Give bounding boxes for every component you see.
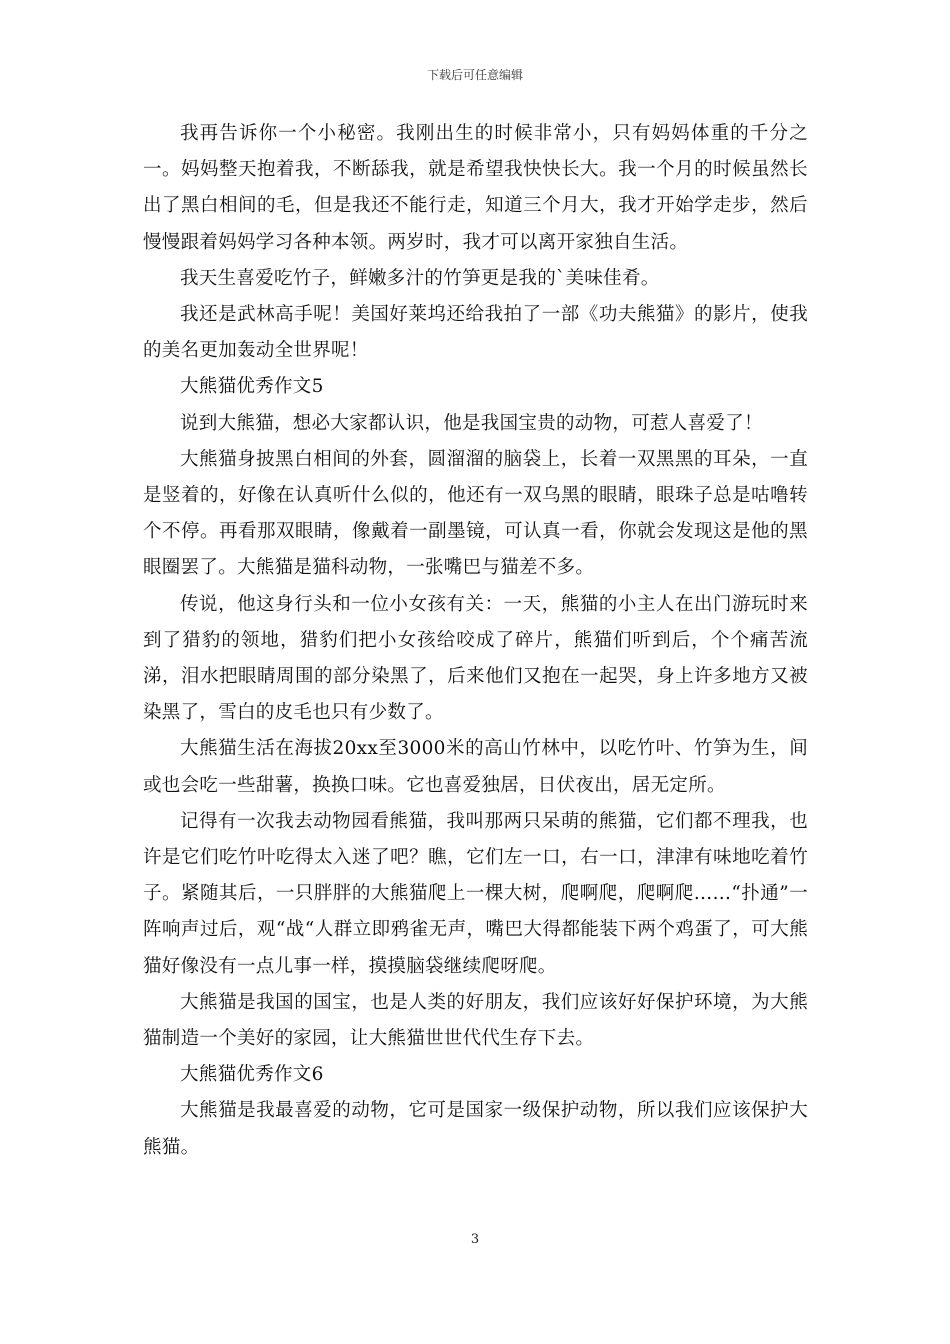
paragraph: 大熊猫生活在海拔20xx至3000米的高山竹林中，以吃竹叶、竹笋为生，间或也会吃一些甜薯，换换口味。它也喜爱独居，日伏夜出，居无定所。 [143,738,808,796]
paragraph: 我再告诉你一个小秘密。我刚出生的时候非常小，只有妈妈体重的千分之一。妈妈整天抱着我，不断舔我，就是希望我快快长大。我一个月的时候虽然长出了黑白相间的毛，但是我还不能行走，知道三个月大，我才开始学走步，然后慢慢跟着妈妈学习各种本领。两岁时，我才可以离开家独自生活。 [143,123,808,253]
paragraph: 大熊猫是我国的国宝，也是人类的好朋友，我们应该好好保护环境，为大熊猫制造一个美好的家园，让大熊猫世世代代生存下去。 [143,991,808,1050]
paragraph: 我还是武林高手呢！美国好莱坞还给我拍了一部《功夫熊猫》的影片，使我的美名更加轰动全世界呢！ [143,304,808,362]
paragraph: 记得有一次我去动物园看熊猫，我叫那两只呆萌的熊猫，它们都不理我，也许是它们吃竹叶吃得太入迷了吧？瞧，它们左一口，右一口，津津有味地吃着竹子。紧随其后，一只胖胖的大熊猫爬上一棵大树，爬啊爬，爬啊爬……“扑通”一阵响声过后，观“战“人群立即鸦雀无声，嘴巴大得都能装下两个鸡蛋了，可大熊猫好像没有一点儿事一样，摸摸脑袋继续爬呀爬。 [143,810,808,977]
section-heading: 大熊猫优秀作文5 [180,376,324,398]
body-text [143,116,808,1166]
paragraph: 大熊猫身披黑白相间的外套，圆溜溜的脑袋上，长着一双黑黑的耳朵，一直是竖着的，好像在认真听什么似的，他还有一双乌黑的眼睛，眼珠子总是咕噜转个不停。再看那双眼睛，像戴着一副墨镜，可认真一看，你就会发现这是他的黑眼圈罢了。大熊猫是猫科动物，一张嘴巴与猫差不多。 [143,448,808,579]
page-header: 下载后可任意编辑 [426,68,523,82]
section-heading: 大熊猫优秀作文6 [180,1064,324,1086]
paragraph: 我天生喜爱吃竹子，鲜嫩多汁的竹笋更是我的`美味佳肴。 [180,267,660,289]
paragraph: 大熊猫是我最喜爱的动物，它可是国家一级保护动物，所以我们应该保护大熊猫。 [143,1100,808,1158]
paragraph: 传说，他这身行头和一位小女孩有关：一天，熊猫的小主人在出门游玩时来到了猎豹的领地，猎豹们把小女孩给咬成了碎片，熊猫们听到后，个个痛苦流涕，泪水把眼睛周围的部分染黑了，后来他们又抱在一起哭，身上许多地方又被染黑了，雪白的皮毛也只有少数了。 [143,593,808,724]
paragraph: 说到大熊猫，想必大家都认识，他是我国宝贵的动物，可惹人喜爱了！ [180,412,763,434]
page-number: 3 [470,1232,480,1247]
